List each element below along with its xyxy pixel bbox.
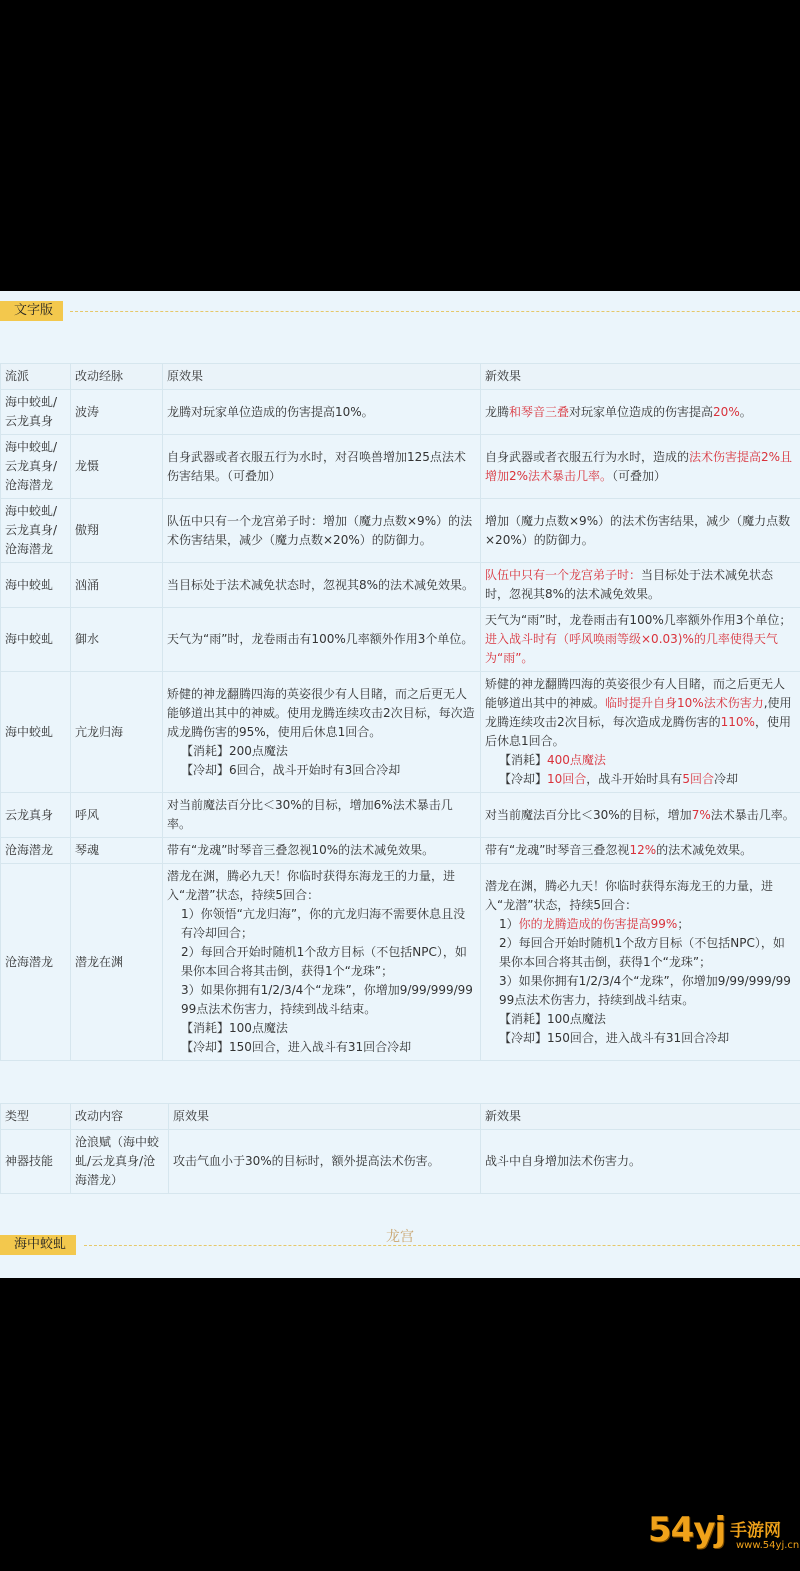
- row-new-effect: 潜龙在渊，腾必九天！你临时获得东海龙王的力量，进入“龙潜”状态，持续5回合： 1）你的龙腾造成的伤害提高99%； 2）每回合开始时随机1个敌方目标（不包括NPC），如果你本回合将其击倒，获得1个“龙珠”； 3）如果你拥有1/2/3/4个“龙珠”，你增加9/99/999/9999点法术伤害力，持续到战斗结束。 【消耗】100点魔法 【冷却】150回合，进入战斗有31回合冷却: [481, 864, 800, 1061]
- section-title-tag: 文字版: [0, 301, 63, 321]
- table-header-row: [1, 364, 800, 390]
- table-row: [1, 608, 800, 672]
- footer-section-tag: 海中蛟虬: [0, 1235, 76, 1255]
- changelog-panel: [0, 291, 800, 1278]
- header-new-effect: 新效果: [481, 1104, 800, 1130]
- row-old-effect: 天气为“雨”时，龙卷雨击有100%几率额外作用3个单位。: [163, 608, 481, 672]
- logo-url: www.54yj.cn: [736, 1540, 800, 1551]
- row-meridian: 龙慑: [71, 435, 163, 499]
- watermark-text: 龙宫: [386, 1229, 414, 1245]
- row-old-effect: 潜龙在渊，腾必九天！你临时获得东海龙王的力量，进入“龙潜”状态，持续5回合： 1）你领悟“亢龙归海”，你的亢龙归海不需要休息且没有冷却回合； 2）每回合开始时随机1个敌方目标（不包括NPC），如果你本回合将其击倒，获得1个“龙珠”； 3）如果你拥有1/2/3/4个“龙珠”，你增加9/99/999/9999点法术伤害力，持续到战斗结束。 【消耗】100点魔法 【冷却】150回合，进入战斗有31回合冷却: [163, 864, 481, 1061]
- row-new-effect: 增加（魔力点数×9%）的法术伤害结果，减少（魔力点数×20%）的防御力。: [481, 499, 800, 563]
- header-old-effect: 原效果: [163, 364, 481, 390]
- row-meridian: 汹涌: [71, 563, 163, 608]
- table-row: [1, 793, 800, 838]
- row-school: 海中蛟虬/云龙真身/沧海潜龙: [1, 499, 71, 563]
- table-row: [1, 1130, 800, 1194]
- row-school: 云龙真身: [1, 793, 71, 838]
- table-row: [1, 563, 800, 608]
- row-new-effect: 队伍中只有一个龙宫弟子时：当目标处于法术减免状态时，忽视其8%的法术减免效果。: [481, 563, 800, 608]
- header-school: 流派: [1, 364, 71, 390]
- row-school: 沧海潜龙: [1, 838, 71, 864]
- row-new-effect: 龙腾和琴音三叠对玩家单位造成的伤害提高20%。: [481, 390, 800, 435]
- row-old-effect: 队伍中只有一个龙宫弟子时：增加（魔力点数×9%）的法术伤害结果，减少（魔力点数×20%）的防御力。: [163, 499, 481, 563]
- table-row: [1, 499, 800, 563]
- row-school: 沧海潜龙: [1, 864, 71, 1061]
- row-meridian: 亢龙归海: [71, 672, 163, 793]
- row-new-effect: 矫健的神龙翻腾四海的英姿很少有人目睹，而之后更无人能够道出其中的神威。临时提升自身10%法术伤害力,使用龙腾连续攻击2次目标，每次造成龙腾伤害的110%，使用后休息1回合。 【消耗】400点魔法 【冷却】10回合，战斗开始时具有5回合冷却: [481, 672, 800, 793]
- table-row: [1, 838, 800, 864]
- header-meridian: 改动经脉: [71, 364, 163, 390]
- row-meridian: 琴魂: [71, 838, 163, 864]
- row-content: 沧浪赋（海中蛟虬/云龙真身/沧海潜龙）: [71, 1130, 169, 1194]
- table-row: [1, 390, 800, 435]
- row-meridian: 傲翔: [71, 499, 163, 563]
- row-school: 海中蛟虬: [1, 608, 71, 672]
- row-old-effect: 自身武器或者衣服五行为水时，对召唤兽增加125点法术伤害结果。（可叠加）: [163, 435, 481, 499]
- header-old-effect: 原效果: [169, 1104, 481, 1130]
- row-school: 海中蛟虬: [1, 563, 71, 608]
- table-row: [1, 672, 800, 793]
- table-row: [1, 864, 800, 1061]
- header-new-effect: 新效果: [481, 364, 800, 390]
- row-old-effect: 对当前魔法百分比＜30%的目标，增加6%法术暴击几率。: [163, 793, 481, 838]
- row-new-effect: 带有“龙魂”时琴音三叠忽视12%的法术减免效果。: [481, 838, 800, 864]
- table-header-row: [1, 1104, 800, 1130]
- row-meridian: 呼风: [71, 793, 163, 838]
- row-meridian: 潜龙在渊: [71, 864, 163, 1061]
- row-old-effect: 龙腾对玩家单位造成的伤害提高10%。: [163, 390, 481, 435]
- row-new-effect: 天气为“雨”时，龙卷雨击有100%几率额外作用3个单位；进入战斗时有（呼风唤雨等级×0.03)%的几率使得天气为“雨”。: [481, 608, 800, 672]
- logo-number: 54yj: [648, 1510, 726, 1550]
- row-school: 海中蛟虬/云龙真身: [1, 390, 71, 435]
- row-meridian: 御水: [71, 608, 163, 672]
- meridian-changes-table: [0, 363, 800, 1061]
- row-new-effect: 对当前魔法百分比＜30%的目标，增加7%法术暴击几率。: [481, 793, 800, 838]
- row-new-effect: 战斗中自身增加法术伤害力。: [481, 1130, 800, 1194]
- row-old-effect: 矫健的神龙翻腾四海的英姿很少有人目睹，而之后更无人能够道出其中的神威。使用龙腾连续攻击2次目标，每次造成龙腾伤害的95%，使用后休息1回合。 【消耗】200点魔法 【冷却】6回合，战斗开始时有3回合冷却: [163, 672, 481, 793]
- header-type: 类型: [1, 1104, 71, 1130]
- row-old-effect: 带有“龙魂”时琴音三叠忽视10%的法术减免效果。: [163, 838, 481, 864]
- logo-site-name: 手游网: [730, 1521, 781, 1541]
- row-old-effect: 当目标处于法术减免状态时，忽视其8%的法术减免效果。: [163, 563, 481, 608]
- row-new-effect: 自身武器或者衣服五行为水时，造成的法术伤害提高2%且增加2%法术暴击几率。（可叠加）: [481, 435, 800, 499]
- row-old-effect: 攻击气血小于30%的目标时，额外提高法术伤害。: [169, 1130, 481, 1194]
- row-school: 海中蛟虬/云龙真身/沧海潜龙: [1, 435, 71, 499]
- section-divider: [70, 311, 800, 312]
- row-type: 神器技能: [1, 1130, 71, 1194]
- row-school: 海中蛟虬: [1, 672, 71, 793]
- header-content: 改动内容: [71, 1104, 169, 1130]
- site-logo: [648, 1508, 800, 1571]
- row-meridian: 波涛: [71, 390, 163, 435]
- table-row: [1, 435, 800, 499]
- artifact-changes-table: [0, 1103, 800, 1194]
